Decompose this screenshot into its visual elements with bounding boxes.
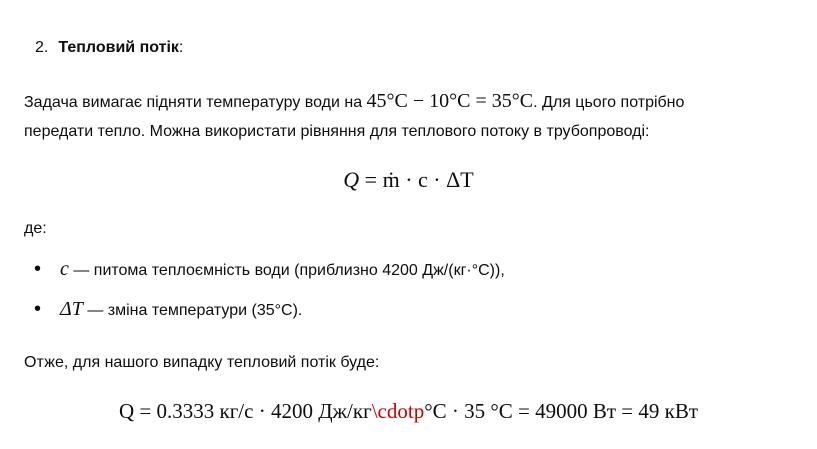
equation-lhs: Q: [343, 167, 360, 192]
paragraph-line-1: [24, 90, 684, 114]
conclusion-text: Отже, для нашого випадку тепловий потік буде:: [24, 354, 380, 371]
heat-flow-result-equation: [0, 396, 817, 426]
list-symbol: ΔT: [60, 298, 83, 320]
section-heading: [35, 37, 183, 59]
list-symbol: c: [60, 258, 69, 280]
heat-flow-equation: [0, 165, 817, 195]
section-colon: :: [178, 39, 184, 56]
bullet-marker: •: [34, 298, 42, 320]
inline-math-temperature: 45°C − 10°C = 35°C: [366, 90, 534, 112]
list-item: [60, 298, 302, 322]
bullet-marker: •: [34, 258, 42, 280]
paragraph-tail: . Для цього потрібно: [533, 94, 685, 111]
list-text: — питома теплоємність води (приблизно 4200 Дж/(кг·°C)),: [68, 262, 505, 279]
equation-rhs: = ṁ · c · ΔT: [364, 167, 474, 192]
section-title: Тепловий потік: [58, 39, 179, 56]
paragraph-text: Задача вимагає підняти температуру води на: [24, 94, 363, 111]
list-item: [60, 258, 505, 282]
where-label: де:: [24, 220, 47, 237]
list-text: — зміна температури (35°C).: [82, 302, 303, 319]
section-number: 2.: [35, 39, 49, 56]
latex-error-macro: \cdotp: [371, 399, 425, 423]
paragraph-line-2: передати тепло. Можна використати рівняння для теплового потоку в трубопроводі:: [24, 123, 650, 140]
equation-part-2: °C · 35 °C = 49000 Вт = 49 кВт: [424, 399, 699, 423]
equation-part-1: Q = 0.3333 кг/с · 4200 Дж/кг: [118, 399, 372, 423]
